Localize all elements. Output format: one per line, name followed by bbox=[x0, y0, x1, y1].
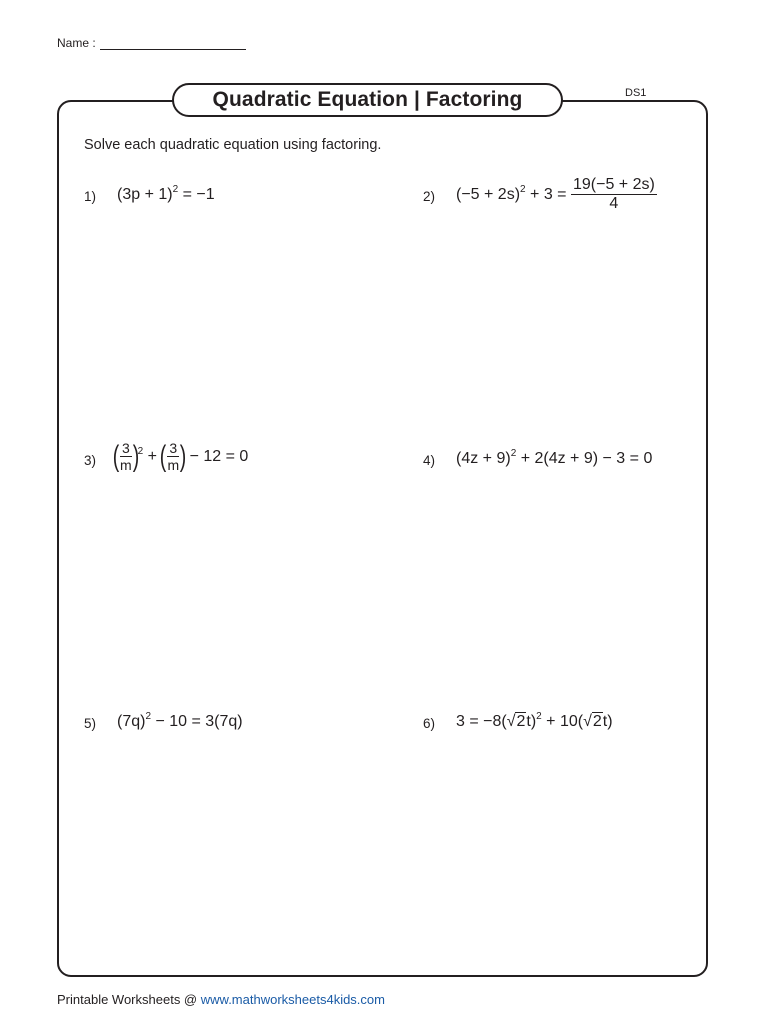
problem-1-equation: $(3p + 1)^2 = -1$ bbox=[117, 184, 215, 203]
problem-number-2: 2) bbox=[423, 189, 436, 204]
name-label: Name : bbox=[57, 36, 96, 50]
footer-link[interactable]: www.mathworksheets4kids.com bbox=[200, 992, 385, 1007]
name-field-row bbox=[57, 35, 246, 50]
worksheet-title: Quadratic Equation | Factoring bbox=[172, 83, 563, 117]
problem-number-3: 3) bbox=[84, 453, 97, 468]
instructions: Solve each quadratic equation using factoring. bbox=[84, 137, 382, 153]
square-root: √2 bbox=[506, 713, 526, 730]
footer-label: Printable Worksheets @ bbox=[57, 992, 201, 1007]
problem-3-equation: ( $\frac{3}{m}$ )$^2$ + ( $\frac{3}{m}$ ) − 12 = 0 bbox=[112, 439, 249, 474]
problem-number-4: 4) bbox=[423, 453, 436, 468]
fraction: $\frac{3}{m}$ bbox=[120, 440, 132, 474]
square-root: √2 bbox=[583, 713, 602, 730]
problem-number-5: 5) bbox=[84, 716, 97, 731]
problem-2-equation: $(-5 + 2s)^2 + 3$ = $\frac{19(-5 + 2s)}{4}$ bbox=[456, 176, 655, 213]
worksheet-code: DS1 bbox=[625, 87, 647, 99]
name-blank-line[interactable] bbox=[100, 35, 246, 50]
problem-number-1: 1) bbox=[84, 189, 97, 204]
fraction: $\frac{19(-5 + 2s)}{4}$ bbox=[572, 176, 655, 213]
problem-number-6: 6) bbox=[423, 716, 436, 731]
worksheet-frame bbox=[57, 100, 708, 977]
fraction: $\frac{3}{m}$ bbox=[167, 440, 180, 474]
problem-4-equation: $(4z + 9)^2 + 2(4z + 9) - 3 = 0$ bbox=[456, 448, 653, 467]
problem-6-equation: $3 = -8(√2t)^2 + 10(√2t)$ bbox=[456, 711, 613, 730]
problem-5-equation: $(7q)^2 - 10 = 3(7q)$ bbox=[117, 711, 243, 730]
footer bbox=[57, 992, 385, 1007]
